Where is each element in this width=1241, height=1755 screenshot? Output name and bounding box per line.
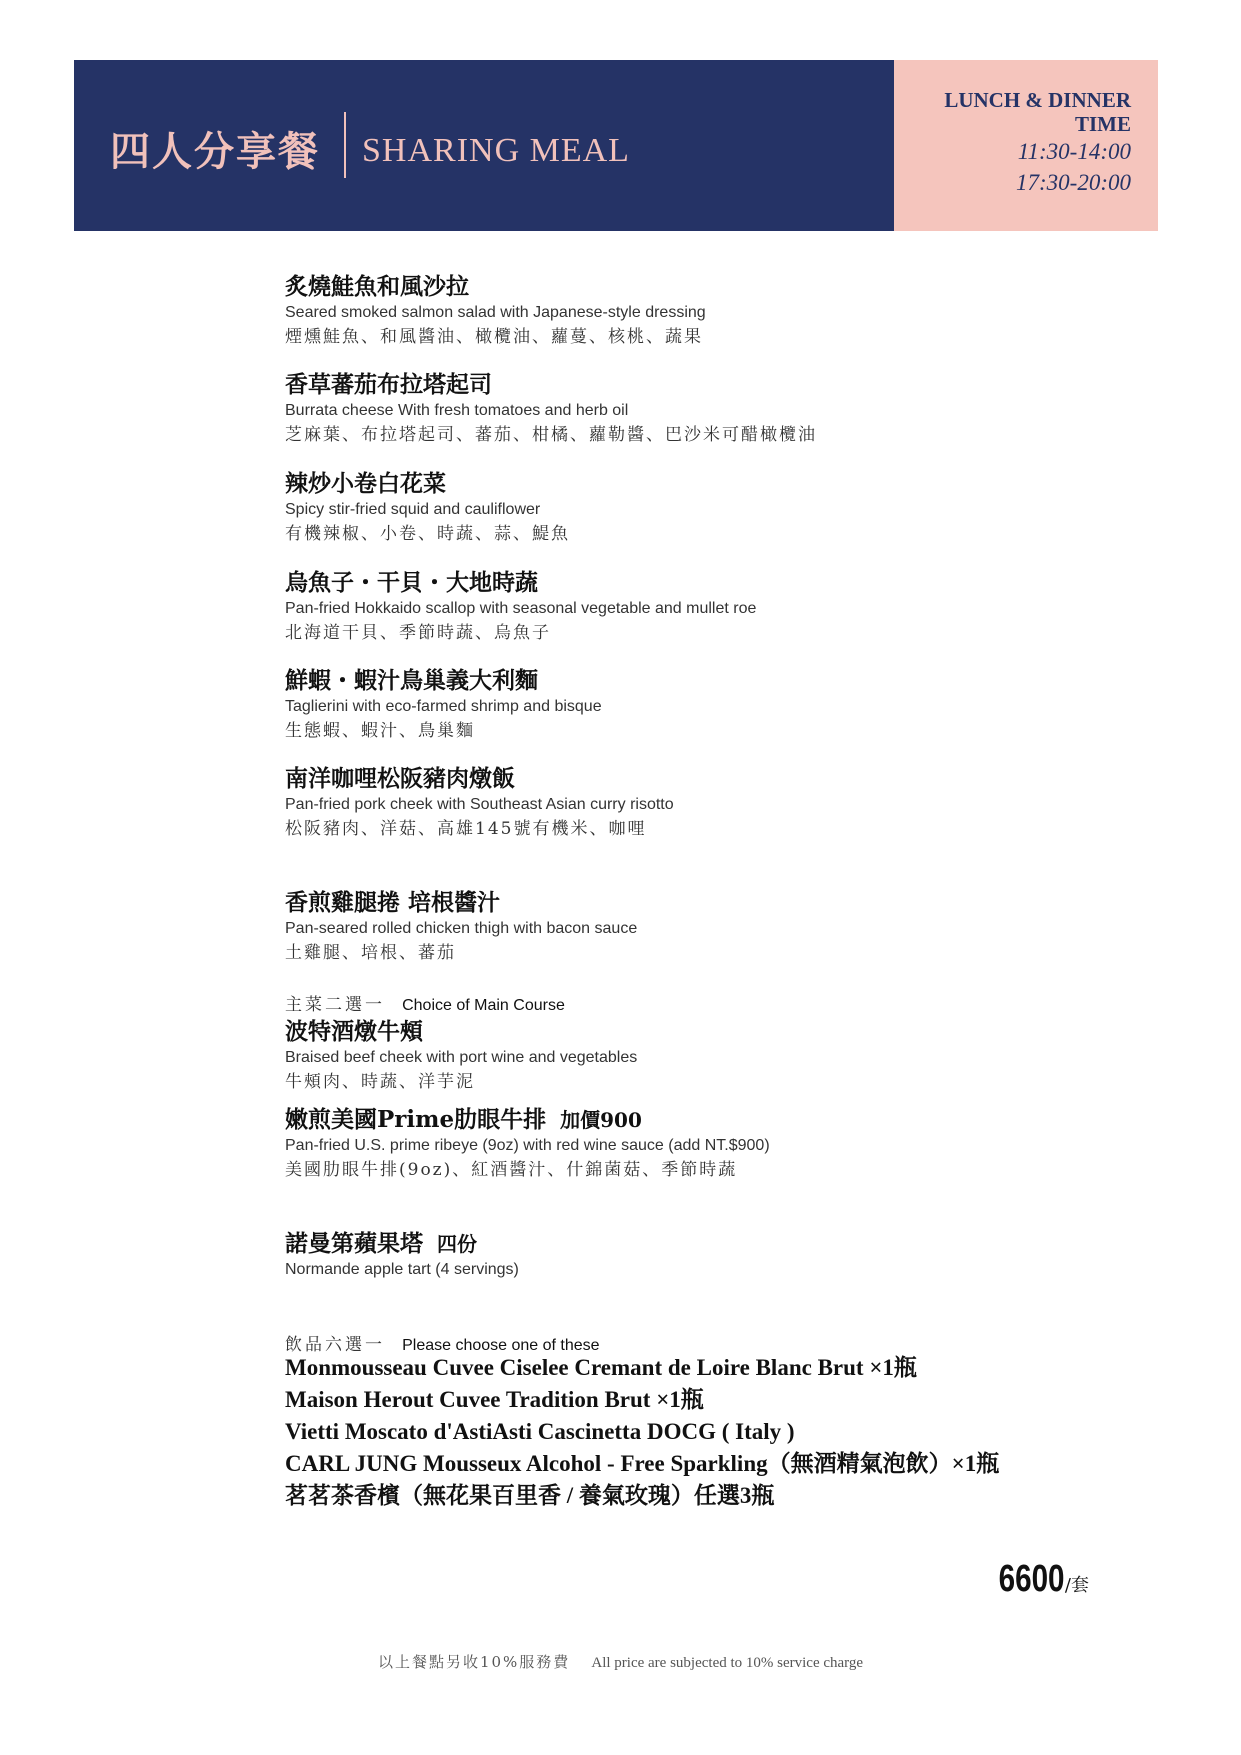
drink-item: CARL JUNG Mousseux Alcohol - Free Sparkling（無酒精氣泡飲）×1瓶 — [285, 1451, 1000, 1476]
time-label-line2: TIME — [1074, 112, 1131, 136]
dish-beef-cheek — [285, 1017, 1085, 1095]
dish-ingredients: 北海道干貝、季節時蔬、烏魚子 — [285, 623, 551, 643]
title-chinese: 四人分享餐 — [110, 128, 320, 175]
dish-ingredients: 美國肋眼牛排(9oz)、紅酒醬汁、什錦菌菇、季節時蔬 — [285, 1160, 738, 1180]
main-course-label-zh: 主菜二選一 — [285, 995, 385, 1015]
dish-ingredients: 煙燻鮭魚、和風醬油、橄欖油、蘿蔓、核桃、蔬果 — [285, 327, 703, 347]
surcharge-label: 加價900 — [560, 1108, 642, 1132]
dish-english: Normande apple tart (4 servings) — [285, 1261, 519, 1278]
dish-salmon-salad — [285, 272, 1085, 350]
drink-item: Vietti Moscato d'AstiAsti Cascinetta DOCG ( Italy ) — [285, 1419, 795, 1444]
lunch-time: 11:30-14:00 — [1017, 139, 1131, 164]
drink-item: 茗茗茶香檳（無花果百里香 / 養氣玫瑰）任選3瓶 — [285, 1483, 775, 1508]
dish-english: Braised beef cheek with port wine and vegetables — [285, 1049, 638, 1066]
dish-name: 辣炒小卷白花菜 — [285, 470, 446, 497]
dish-name: 南洋咖哩松阪豬肉燉飯 — [285, 765, 515, 792]
dish-squid — [285, 469, 1085, 547]
drink-item: Maison Herout Cuvee Tradition Brut ×1瓶 — [285, 1387, 704, 1412]
dish-name: 香草蕃茄布拉塔起司 — [285, 371, 492, 398]
service-time-panel — [894, 60, 1158, 231]
dish-english: Burrata cheese With fresh tomatoes and herb oil — [285, 402, 629, 419]
main-course-label-en: Choice of Main Course — [402, 997, 565, 1014]
dish-name: 波特酒燉牛頰 — [285, 1018, 423, 1045]
drinks-label-en: Please choose one of these — [402, 1337, 600, 1354]
dish-burrata — [285, 370, 1085, 448]
price-value: 6600 — [998, 1558, 1065, 1600]
dish-apple-tart — [285, 1229, 1085, 1281]
dish-english: Pan-seared rolled chicken thigh with bacon sauce — [285, 920, 638, 937]
dish-ingredients: 土雞腿、培根、蕃茄 — [285, 943, 456, 963]
dish-english: Taglierini with eco-farmed shrimp and bisque — [285, 698, 602, 715]
time-label-line1: LUNCH & DINNER — [944, 88, 1131, 112]
title-english: SHARING MEAL — [362, 132, 630, 169]
title-banner — [74, 60, 894, 231]
title-divider — [344, 112, 346, 178]
dish-english: Seared smoked salmon salad with Japanese-style dressing — [285, 304, 706, 321]
dish-name: 烏魚子・干貝・大地時蔬 — [285, 569, 538, 596]
dish-chicken-thigh — [285, 888, 1085, 966]
drink-item: Monmousseau Cuvee Ciselee Cremant de Loire Blanc Brut ×1瓶 — [285, 1355, 917, 1380]
dish-name: 炙燒鮭魚和風沙拉 — [285, 273, 469, 300]
dish-ingredients: 牛頰肉、時蔬、洋芋泥 — [285, 1072, 475, 1092]
dish-ingredients: 生態蝦、蝦汁、鳥巢麵 — [285, 721, 475, 741]
drinks-label-zh: 飲品六選一 — [285, 1335, 385, 1355]
dish-name: 諾曼第蘋果塔 — [285, 1230, 423, 1257]
dish-english: Pan-fried pork cheek with Southeast Asian curry risotto — [285, 796, 674, 813]
dish-shrimp-pasta — [285, 666, 1085, 744]
dish-pork-risotto — [285, 764, 1085, 842]
drinks-list — [285, 1352, 1185, 1512]
dinner-time: 17:30-20:00 — [1016, 170, 1131, 195]
price-unit: /套 — [1064, 1575, 1089, 1596]
dish-english: Pan-fried Hokkaido scallop with seasonal vegetable and mullet roe — [285, 600, 757, 617]
dish-name: 香煎雞腿捲 培根醬汁 — [285, 889, 501, 916]
service-charge-note — [0, 1651, 1241, 1672]
main-course-label — [285, 990, 565, 1015]
dish-english: Spicy stir-fried squid and cauliflower — [285, 501, 541, 518]
dish-name: 鮮蝦・蝦汁鳥巢義大利麵 — [285, 667, 538, 694]
dish-ingredients: 芝麻葉、布拉塔起司、蕃茄、柑橘、蘿勒醬、巴沙米可醋橄欖油 — [285, 425, 817, 445]
set-price — [980, 1558, 1089, 1601]
dish-name: 嫩煎美國Prime肋眼牛排 — [285, 1106, 547, 1133]
dish-scallop — [285, 568, 1085, 646]
dish-ribeye — [285, 1105, 1085, 1183]
dish-ingredients: 松阪豬肉、洋菇、高雄145號有機米、咖哩 — [285, 819, 647, 839]
service-charge-en: All price are subjected to 10% service charge — [591, 1655, 864, 1671]
service-charge-zh: 以上餐點另收10%服務費 — [377, 1653, 571, 1671]
dish-ingredients: 有機辣椒、小卷、時蔬、蒜、鯷魚 — [285, 524, 570, 544]
menu-header — [74, 60, 1158, 231]
serving-count: 四份 — [437, 1232, 477, 1256]
dish-english: Pan-fried U.S. prime ribeye (9oz) with red wine sauce (add NT.$900) — [285, 1137, 770, 1154]
